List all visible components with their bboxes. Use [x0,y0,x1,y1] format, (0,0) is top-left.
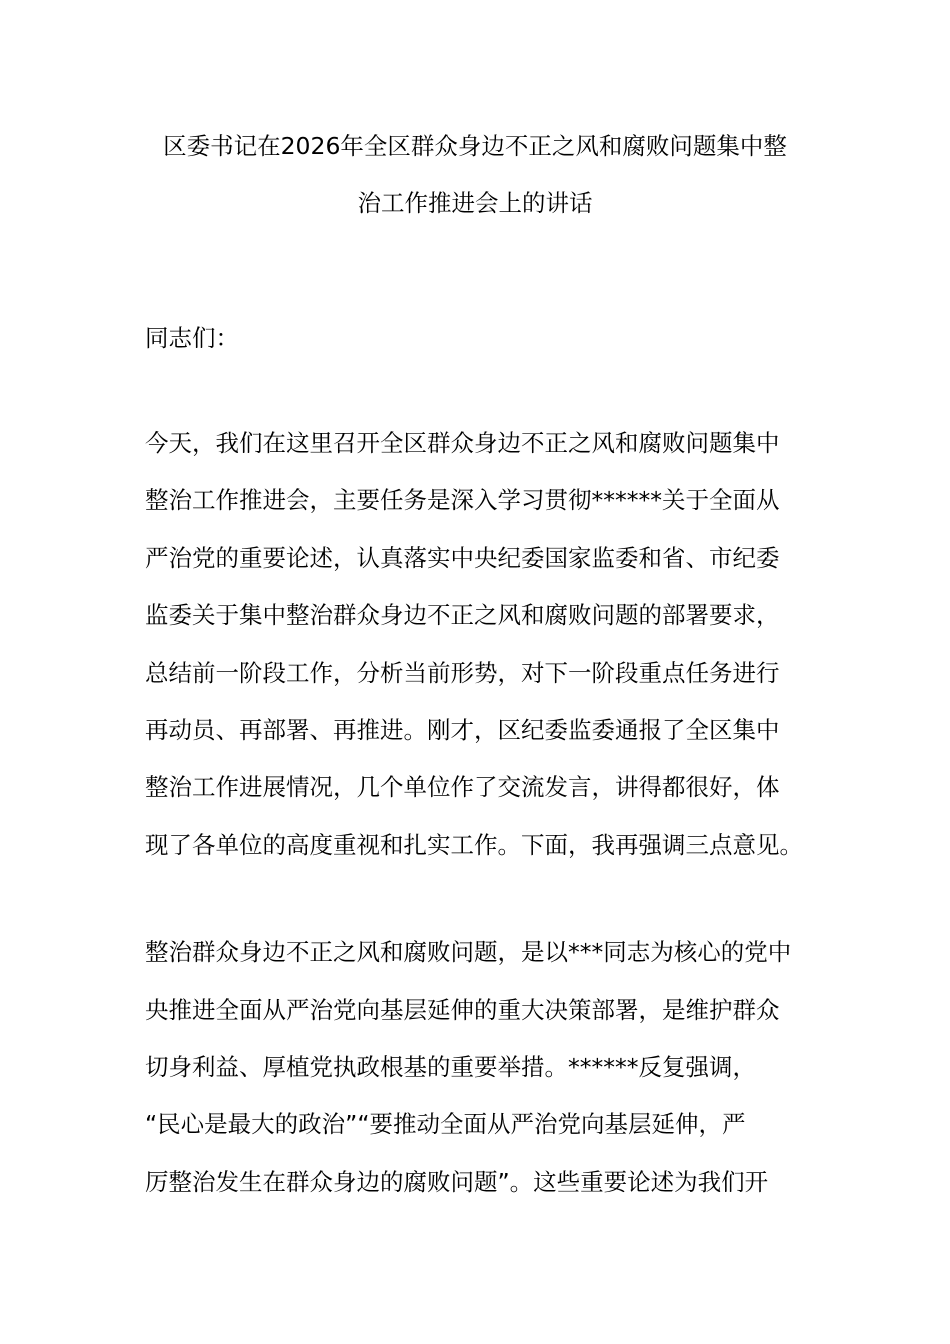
paragraph-line: 监委关于集中整治群众身边不正之风和腐败问题的部署要求， [145,601,780,630]
salutation: 同志们： [145,324,239,352]
paragraph-line: 严治党的重要论述，认真落实中央纪委国家监委和省、市纪委 [145,543,780,572]
paragraph-line: 再动员、再部署、再推进。刚才，区纪委监委通报了全区集中 [145,716,780,745]
paragraph-line: 整治工作进展情况，几个单位作了交流发言，讲得都很好，体 [145,773,780,802]
title-line: 治工作推进会上的讲话 [357,189,593,217]
paragraph-body [145,924,805,1211]
paragraph-line: 央推进全面从严治党向基层延伸的重大决策部署，是维护群众 [145,995,780,1024]
document-page [145,118,805,1211]
paragraph-line: “民心是最大的政治”“要推动全面从严治党向基层延伸，严 [145,1110,746,1139]
paragraph-intro [145,415,805,874]
document-title [145,118,805,232]
paragraph-line: 厉整治发生在群众身边的腐败问题”。这些重要论述为我们开 [145,1167,769,1196]
paragraph-line: 切身利益、厚植党执政根基的重要举措。******反复强调， [145,1053,756,1082]
paragraph-line: 今天，我们在这里召开全区群众身边不正之风和腐败问题集中 [145,429,780,457]
title-line: 区委书记在2026年全区群众身边不正之风和腐败问题集中整 [163,132,787,160]
paragraph-line: 总结前一阶段工作，分析当前形势，对下一阶段重点任务进行 [145,658,780,687]
paragraph-line: 现了各单位的高度重视和扎实工作。下面，我再强调三点意见。 [145,830,803,859]
paragraph-line: 整治工作推进会，主要任务是深入学习贯彻******关于全面从 [145,486,780,515]
paragraph-line: 整治群众身边不正之风和腐败问题，是以***同志为核心的党中 [145,938,792,967]
